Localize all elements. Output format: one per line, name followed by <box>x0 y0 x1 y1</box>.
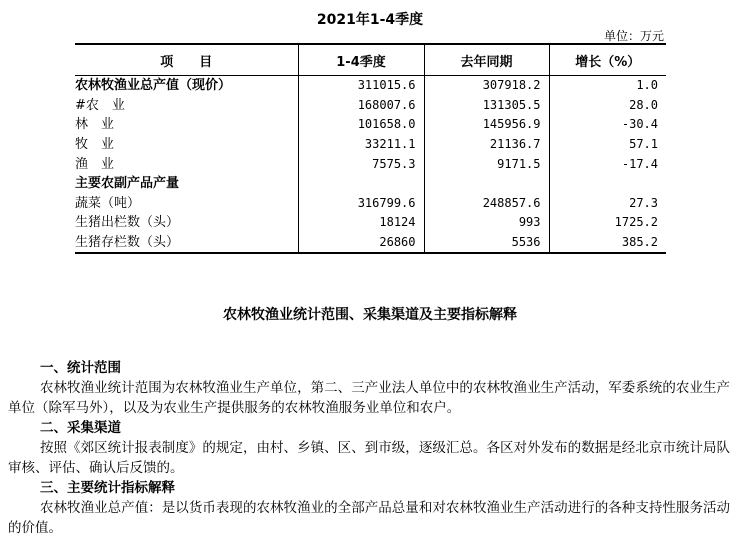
cell-growth: 1725.2 <box>549 213 666 233</box>
cell-last-year: 21136.7 <box>424 135 549 155</box>
cell-current: 168007.6 <box>298 96 424 116</box>
header-last-year: 去年同期 <box>424 44 549 76</box>
cell-growth: -30.4 <box>549 115 666 135</box>
report-title: 2021年1-4季度 <box>316 12 424 28</box>
cell-growth: -17.4 <box>549 154 666 174</box>
table-row <box>75 135 666 155</box>
cell-last-year: 5536 <box>424 233 549 254</box>
section-heading-scope: 一、统计范围 <box>40 360 121 376</box>
row-label: 渔 业 <box>75 156 115 172</box>
header-current: 1-4季度 <box>298 44 424 76</box>
section-text-indicators: 农林牧渔业总产值：是以货币表现的农林牧渔业的全部产品总量和对农林牧渔业生产活动进行的各种支持性服务活动的价值。 <box>8 500 730 536</box>
unit-label: 单位：万元 <box>603 29 664 43</box>
row-label: 主要农副产品产量 <box>75 176 180 192</box>
section-heading-indicators: 三、主要统计指标解释 <box>40 480 175 496</box>
cell-current: 26860 <box>298 233 424 254</box>
cell-last-year: 9171.5 <box>424 154 549 174</box>
cell-growth: 28.0 <box>549 96 666 116</box>
cell-current: 7575.3 <box>298 154 424 174</box>
cell-growth: 385.2 <box>549 233 666 254</box>
section-text-scope: 农林牧渔业统计范围为农林牧渔业生产单位，第二、三产业法人单位中的农林牧渔业生产活动，军委系统的农业生产单位（除军马外），以及为农业生产提供服务的农林牧渔服务业单位和农户。 <box>8 380 730 416</box>
cell-current: 33211.1 <box>298 135 424 155</box>
row-label: #农 业 <box>75 97 125 113</box>
table-row <box>75 76 666 96</box>
data-table <box>75 43 666 254</box>
explanation-body <box>8 358 730 538</box>
cell-last-year: 993 <box>424 213 549 233</box>
cell-current: 18124 <box>298 213 424 233</box>
cell-current: 101658.0 <box>298 115 424 135</box>
table-row <box>75 233 666 254</box>
cell-last-year: 131305.5 <box>424 96 549 116</box>
section-text-channel: 按照《郊区统计报表制度》的规定，由村、乡镇、区、到市级，逐级汇总。各区对外发布的数据是经北京市统计局队审核、评估、确认后反馈的。 <box>8 440 730 476</box>
header-item: 项 目 <box>75 44 298 76</box>
table-header-row <box>75 44 666 76</box>
row-label: 林 业 <box>75 117 115 133</box>
cell-growth: 57.1 <box>549 135 666 155</box>
cell-growth: 1.0 <box>549 76 666 96</box>
cell-last-year: 307918.2 <box>424 76 549 96</box>
cell-last-year: 248857.6 <box>424 194 549 214</box>
cell-growth: 27.3 <box>549 194 666 214</box>
cell-last-year <box>424 174 549 194</box>
table-row <box>75 174 666 194</box>
row-label: 农林牧渔业总产值（现价） <box>75 78 232 94</box>
table-row <box>75 154 666 174</box>
cell-last-year: 145956.9 <box>424 115 549 135</box>
explanation-title: 农林牧渔业统计范围、采集渠道及主要指标解释 <box>223 307 517 323</box>
table-row <box>75 115 666 135</box>
section-heading-channel: 二、采集渠道 <box>40 420 121 436</box>
table-row <box>75 213 666 233</box>
row-label: 生猪出栏数（头） <box>75 215 180 231</box>
row-label: 蔬菜（吨） <box>75 195 141 211</box>
row-label: 生猪存栏数（头） <box>75 233 298 254</box>
cell-current <box>298 174 424 194</box>
cell-current: 316799.6 <box>298 194 424 214</box>
row-label: 牧 业 <box>75 137 115 153</box>
cell-current: 311015.6 <box>298 76 424 96</box>
cell-growth <box>549 174 666 194</box>
table-row <box>75 96 666 116</box>
header-growth: 增长（%） <box>549 44 666 76</box>
table-row <box>75 194 666 214</box>
